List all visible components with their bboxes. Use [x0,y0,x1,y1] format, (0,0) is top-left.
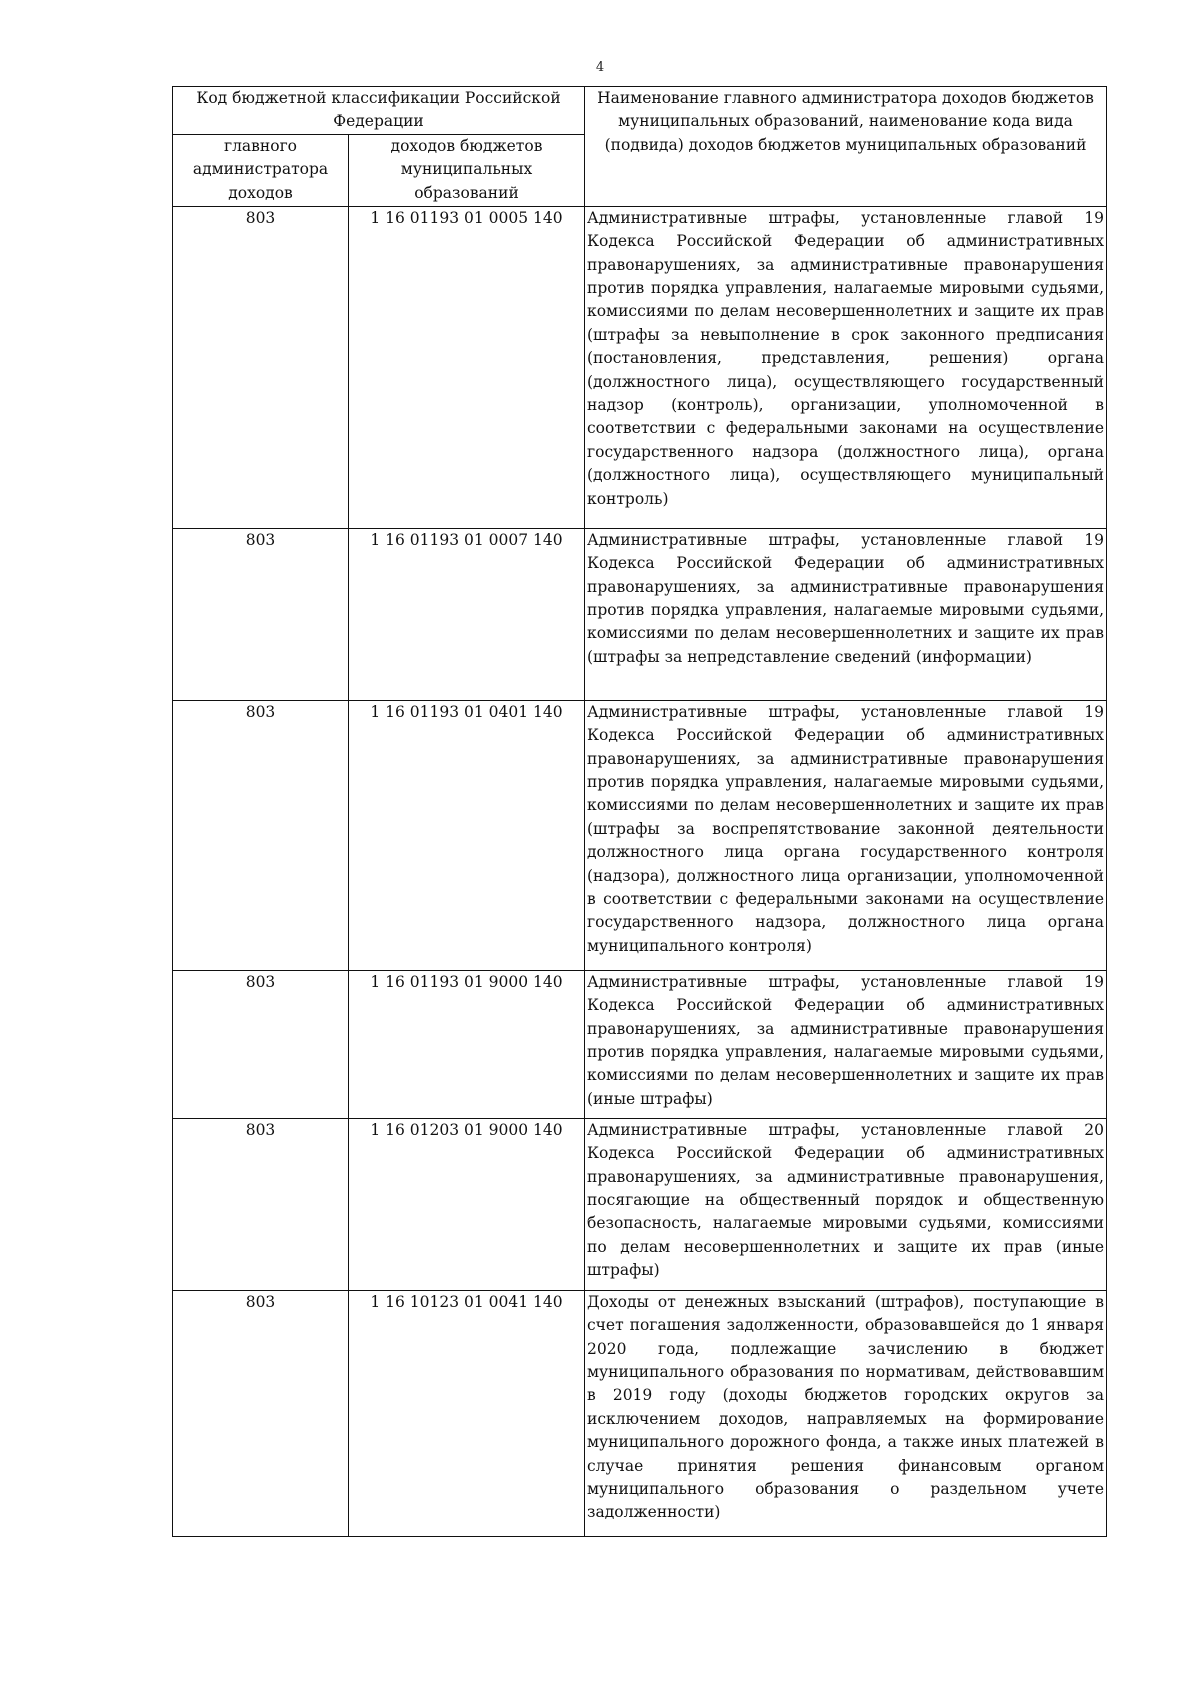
header-group-title: Код бюджетной классификации Российской Федерации [173,87,585,135]
admin-code-cell: 803 [173,970,349,1118]
header-col-income: доходов бюджетов муниципальных образований [349,134,585,206]
admin-code-cell: 803 [173,700,349,970]
header-col-name: Наименование главного администратора доходов бюджетов муниципальных образований, наименование кода вида (подвида) доходов бюджетов муниципальных образований [585,87,1107,207]
description-cell: Административные штрафы, установленные главой 19 Кодекса Российской Федерации об административных правонарушениях, за административные правонарушения против порядка управления, налагаемые мировыми судьями, комиссиями по делам несовершеннолетних и защите их прав (иные штрафы) [585,970,1107,1118]
table-row [173,1118,1107,1290]
table-row [173,970,1107,1118]
income-code-cell: 1 16 01193 01 0007 140 [349,528,585,700]
description-cell: Административные штрафы, установленные главой 19 Кодекса Российской Федерации об административных правонарушениях, за административные правонарушения против порядка управления, налагаемые мировыми судьями, комиссиями по делам несовершеннолетних и защите их прав (штрафы за невыполнение в срок законного предписания (постановления, представления, решения) органа (должностного лица), осуществляющего государственный надзор (контроль), организации, уполномоченной в соответствии с федеральными законами на осуществление государственного надзора (должностного лица), органа (должностного лица), осуществляющего муниципальный контроль) [585,206,1107,528]
income-code-cell: 1 16 01193 01 0401 140 [349,700,585,970]
page-number: 4 [595,60,605,75]
description-cell: Доходы от денежных взысканий (штрафов), поступающие в счет погашения задолженности, образовавшейся до 1 января 2020 года, подлежащие зачислению в бюджет муниципального образования по нормативам, действовавшим в 2019 году (доходы бюджетов городских округов за исключением доходов, направляемых на формирование муниципального дорожного фонда, а также иных платежей в случае принятия решения финансовым органом муниципального образования о раздельном учете задолженности) [585,1290,1107,1536]
description-cell: Административные штрафы, установленные главой 19 Кодекса Российской Федерации об административных правонарушениях, за административные правонарушения против порядка управления, налагаемые мировыми судьями, комиссиями по делам несовершеннолетних и защите их прав (штрафы за непредставление сведений (информации) [585,528,1107,700]
admin-code-cell: 803 [173,1118,349,1290]
table-row [173,700,1107,970]
income-code-cell: 1 16 01203 01 9000 140 [349,1118,585,1290]
description-cell: Административные штрафы, установленные главой 19 Кодекса Российской Федерации об административных правонарушениях, за административные правонарушения против порядка управления, налагаемые мировыми судьями, комиссиями по делам несовершеннолетних и защите их прав (штрафы за воспрепятствование законной деятельности должностного лица органа государственного контроля (надзора), должностного лица организации, уполномоченной в соответствии с федеральными законами на осуществление государственного надзора, должностного лица органа муниципального контроля) [585,700,1107,970]
table-row [173,528,1107,700]
admin-code-cell: 803 [173,1290,349,1536]
table-row [173,1290,1107,1536]
budget-classification-table [172,86,1107,1537]
description-cell: Административные штрафы, установленные главой 20 Кодекса Российской Федерации об административных правонарушениях, за административные правонарушения, посягающие на общественный порядок и общественную безопасность, налагаемые мировыми судьями, комиссиями по делам несовершеннолетних и защите их прав (иные штрафы) [585,1118,1107,1290]
income-code-cell: 1 16 10123 01 0041 140 [349,1290,585,1536]
income-code-cell: 1 16 01193 01 9000 140 [349,970,585,1118]
admin-code-cell: 803 [173,206,349,528]
header-col-admin: главного администратора доходов [173,134,349,206]
admin-code-cell: 803 [173,528,349,700]
income-code-cell: 1 16 01193 01 0005 140 [349,206,585,528]
table-row [173,206,1107,528]
